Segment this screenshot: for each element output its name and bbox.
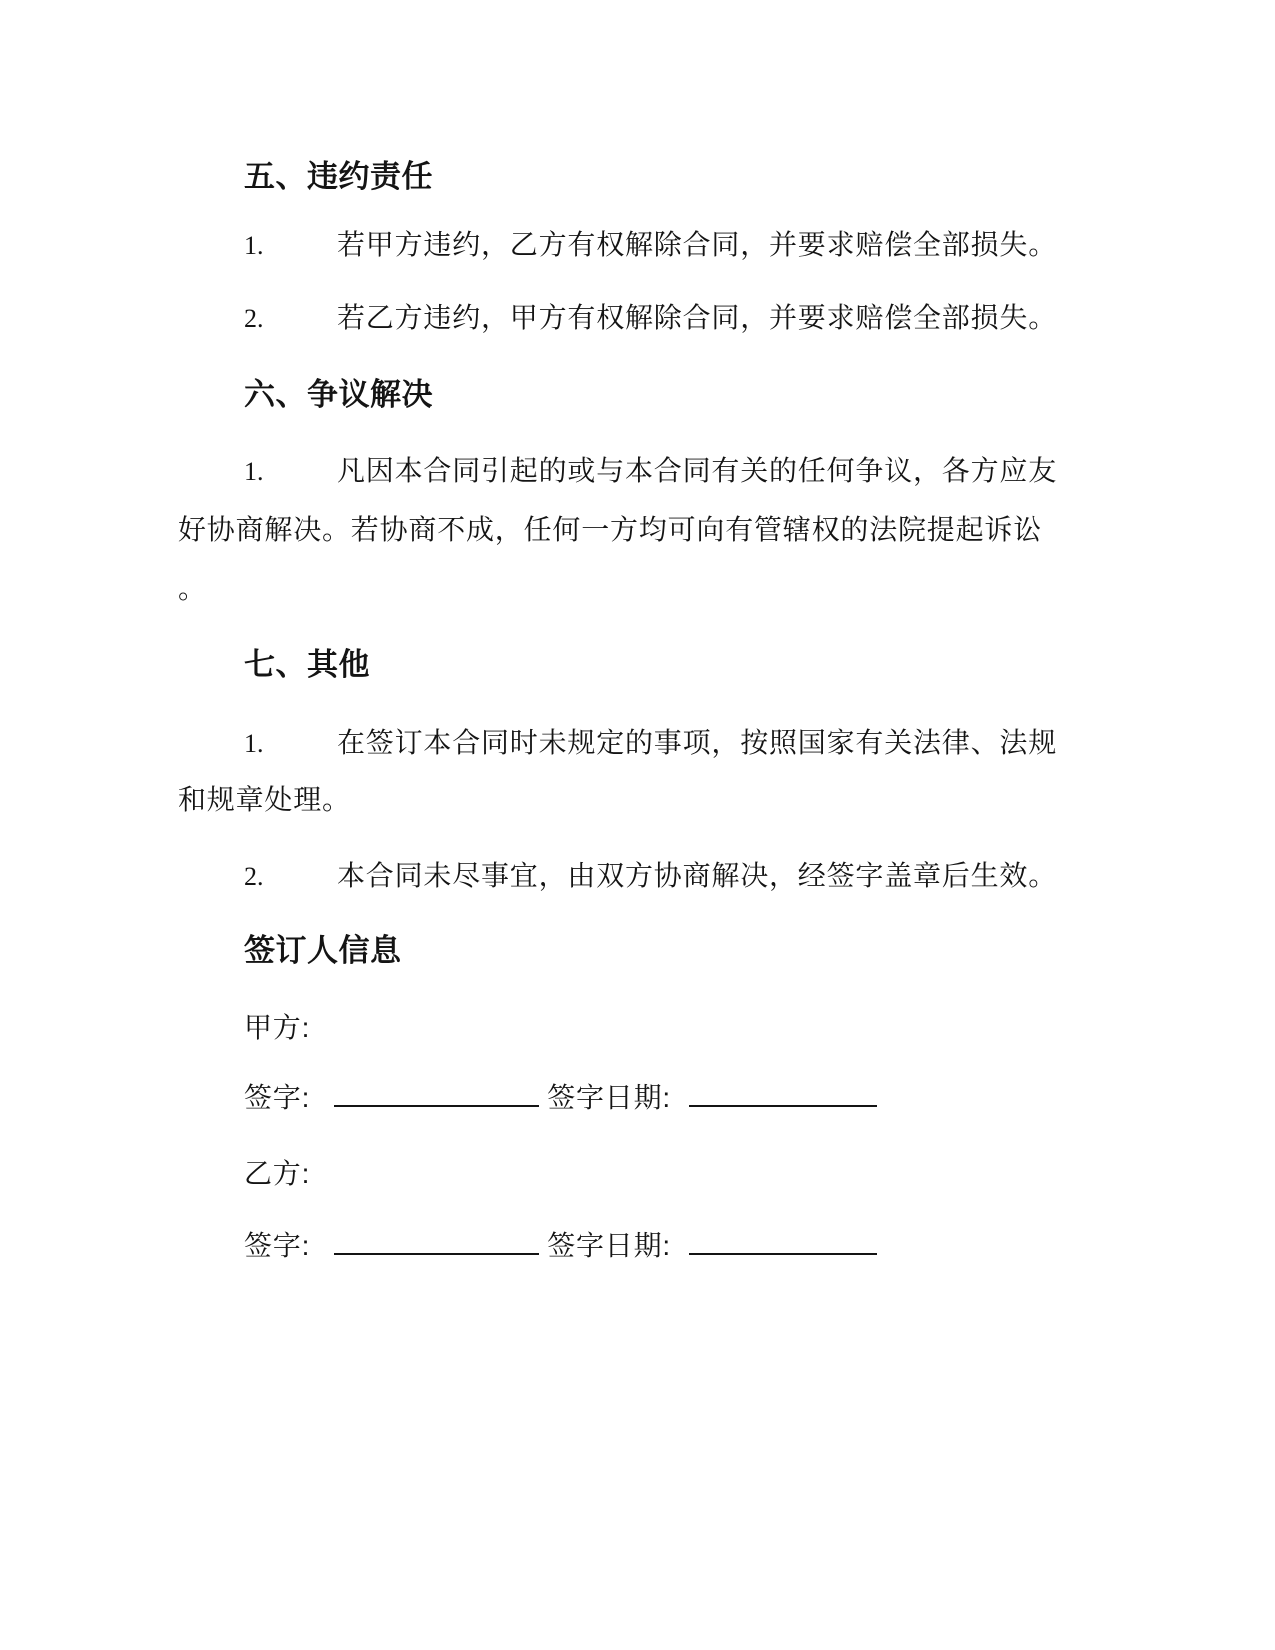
list-number: 1. [244, 729, 264, 758]
party-b-signature-row [244, 1231, 877, 1261]
clause-text: 本合同未尽事宜，由双方协商解决，经签字盖章后生效。 [337, 860, 1058, 891]
party-b-label: 乙方: [244, 1158, 311, 1189]
signature-blank-line [334, 1253, 539, 1255]
signature-date-blank-line [689, 1253, 877, 1255]
section-7-item-2 [244, 861, 1057, 892]
list-number: 1. [244, 231, 264, 260]
section-6-heading: 六、争议解决 [244, 377, 433, 412]
signature-blank-line [334, 1105, 539, 1107]
section-7-item-1-line-1 [244, 728, 1057, 759]
signatory-info-heading: 签订人信息 [244, 933, 402, 968]
sign-date-label: 签字日期: [547, 1230, 671, 1261]
sign-label: 签字: [244, 1082, 311, 1113]
section-6-item-1-line-3: 。 [178, 573, 207, 604]
sign-date-label: 签字日期: [547, 1082, 671, 1113]
sign-label: 签字: [244, 1230, 311, 1261]
clause-text: 在签订本合同时未规定的事项，按照国家有关法律、法规 [337, 727, 1058, 758]
signature-date-blank-line [689, 1105, 877, 1107]
clause-text: 若乙方违约，甲方有权解除合同，并要求赔偿全部损失。 [337, 302, 1058, 333]
party-a-label: 甲方: [244, 1012, 311, 1043]
section-5-item-2 [244, 303, 1057, 334]
list-number: 1. [244, 457, 264, 486]
section-6-item-1-line-2: 好协商解决。若协商不成，任何一方均可向有管辖权的法院提起诉讼 [178, 514, 1043, 545]
section-5-heading: 五、违约责任 [244, 159, 433, 194]
section-7-heading: 七、其他 [244, 647, 370, 682]
section-5-item-1 [244, 230, 1057, 261]
list-number: 2. [244, 862, 264, 891]
clause-text: 若甲方违约，乙方有权解除合同，并要求赔偿全部损失。 [337, 229, 1058, 260]
list-number: 2. [244, 304, 264, 333]
section-7-item-1-line-2: 和规章处理。 [178, 784, 351, 815]
party-a-signature-row [244, 1083, 877, 1113]
section-6-item-1-line-1 [244, 456, 1057, 487]
clause-text: 凡因本合同引起的或与本合同有关的任何争议，各方应友 [337, 455, 1058, 486]
